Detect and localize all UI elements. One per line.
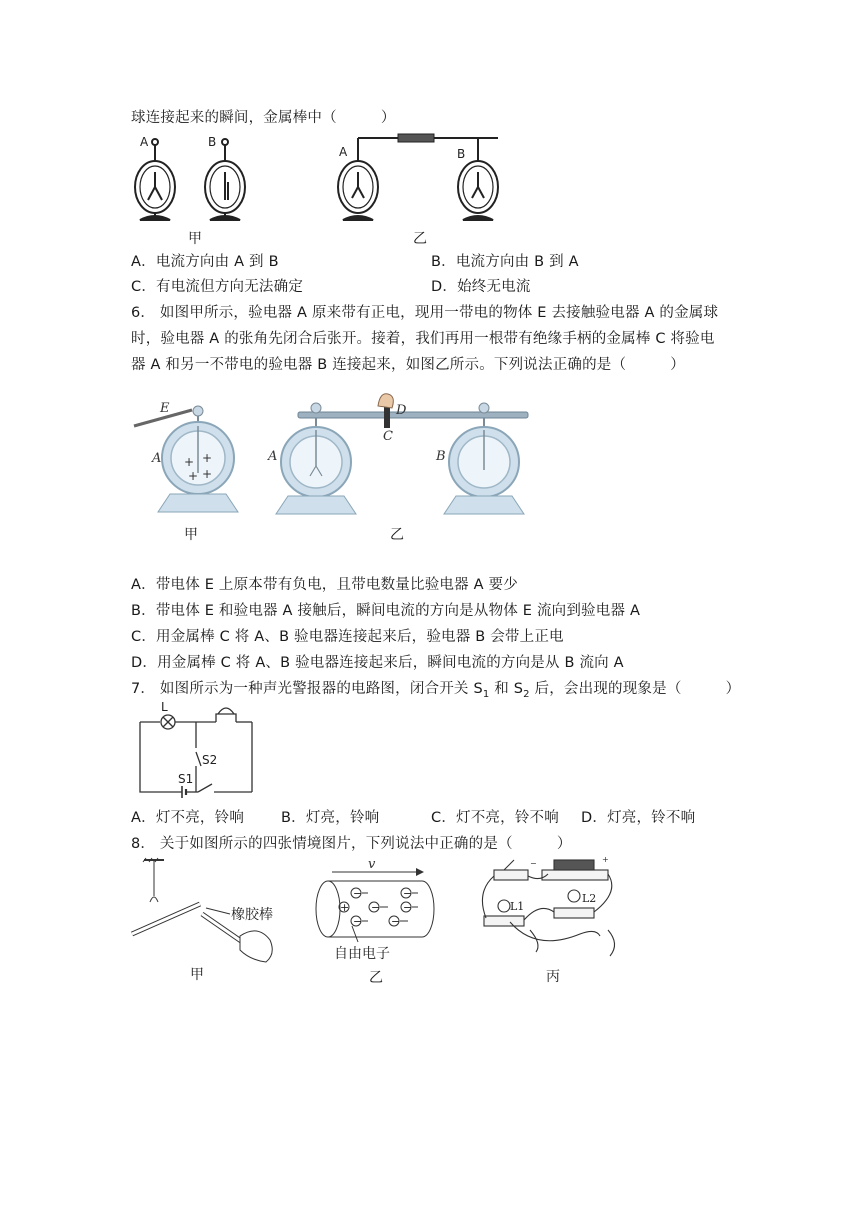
free-electron-label: 自由电子: [334, 946, 390, 962]
q6-stem-line-2: 时，验电器 A 的张角先闭合后张开。接着，我们再用一根带有绝缘手柄的金属棒 C 将验电: [131, 331, 715, 347]
svg-text:−: −: [403, 901, 413, 914]
q7-option-c: C．灯不亮，铃不响: [431, 810, 559, 826]
svg-text:−: −: [353, 915, 363, 928]
q7-option-a: A．灯不亮，铃响: [131, 810, 245, 826]
q6-figure-jia: [132, 398, 252, 518]
q5-figure-yi: [333, 132, 513, 227]
q6-stem-line-1: 6． 如图甲所示，验电器 A 原来带有正电，现用一带电的物体 E 去接触验电器 A 的金属球: [131, 305, 719, 321]
velocity-label: v: [368, 857, 376, 872]
svg-text:+: +: [340, 901, 350, 914]
svg-text:+: +: [184, 455, 195, 469]
svg-text:+: +: [202, 451, 213, 465]
label-l: L: [161, 700, 168, 714]
svg-text:+: +: [602, 855, 609, 864]
svg-text:+: +: [188, 469, 199, 483]
q6-figure-yi: [266, 390, 526, 518]
q8-caption-jia: 甲: [190, 967, 204, 983]
label-a: A: [152, 451, 162, 466]
q7-circuit-diagram: [138, 700, 258, 800]
label-b: B: [208, 135, 217, 149]
q6-caption-yi: 乙: [390, 527, 404, 543]
q8-figure-yi: [312, 856, 442, 966]
svg-text:−: −: [403, 887, 413, 900]
label-c: C: [383, 429, 393, 444]
label-a: A: [339, 145, 348, 159]
label-b: B: [436, 449, 446, 464]
q5-option-b: B．电流方向由 B 到 A: [431, 254, 579, 270]
q8-stem: 8． 关于如图所示的四张情境图片，下列说法中正确的是（ ）: [131, 836, 572, 852]
q8-caption-bing: 丙: [546, 969, 560, 985]
svg-text:−: −: [353, 887, 363, 900]
q6-stem-line-3: 器 A 和另一不带电的验电器 B 连接起来，如图乙所示。下列说法正确的是（ ）: [131, 357, 685, 373]
q6-option-c: C．用金属棒 C 将 A、B 验电器连接起来后，验电器 B 会带上正电: [131, 629, 564, 645]
q8-figure-bing: [470, 852, 630, 962]
q5-figure-jia: [130, 132, 250, 227]
q5-option-c: C．有电流但方向无法确定: [131, 279, 304, 295]
bulb-l1-label: L1: [510, 900, 525, 913]
q5-option-a: A．电流方向由 A 到 B: [131, 254, 279, 270]
label-a: A: [140, 135, 149, 149]
label-s2: S2: [202, 753, 218, 767]
svg-text:−: −: [391, 915, 401, 928]
q6-caption-jia: 甲: [184, 527, 198, 543]
q5-caption-yi: 乙: [413, 231, 427, 247]
q7-stem: 7． 如图所示为一种声光警报器的电路图，闭合开关 $S_1$ 和 $S_2$ 后，会出现的现象是（ ）: [131, 681, 741, 700]
q8-figure-jia: [130, 856, 280, 966]
q5-stem: 球连接起来的瞬间，金属棒中（ ）: [131, 110, 396, 126]
electroscope-a: [135, 139, 175, 220]
svg-text:−: −: [371, 901, 381, 914]
q5-caption-jia: 甲: [188, 231, 202, 247]
q8-caption-yi: 乙: [369, 970, 383, 986]
label-a: A: [268, 449, 278, 464]
q7-option-b: B．灯亮，铃响: [281, 810, 380, 826]
q7-option-d: D．灯亮，铃不响: [581, 810, 696, 826]
q5-option-d: D．始终无电流: [431, 279, 531, 295]
svg-text:+: +: [202, 467, 213, 481]
label-d: D: [396, 403, 407, 418]
label-s1: S1: [178, 772, 194, 786]
svg-text:−: −: [530, 859, 537, 868]
rubber-rod-label: 橡胶棒: [231, 907, 273, 923]
q6-option-d: D．用金属棒 C 将 A、B 验电器连接起来后，瞬间电流的方向是从 B 流向 A: [131, 655, 624, 671]
q6-option-b: B．带电体 E 和验电器 A 接触后，瞬间电流的方向是从物体 E 流向到验电器 A: [131, 603, 641, 619]
electroscope-b: [205, 139, 245, 220]
q6-option-a: A．带电体 E 上原本带有负电，且带电数量比验电器 A 要少: [131, 577, 518, 593]
label-e: E: [160, 401, 170, 416]
label-b: B: [457, 147, 466, 161]
bulb-l2-label: L2: [582, 892, 597, 905]
